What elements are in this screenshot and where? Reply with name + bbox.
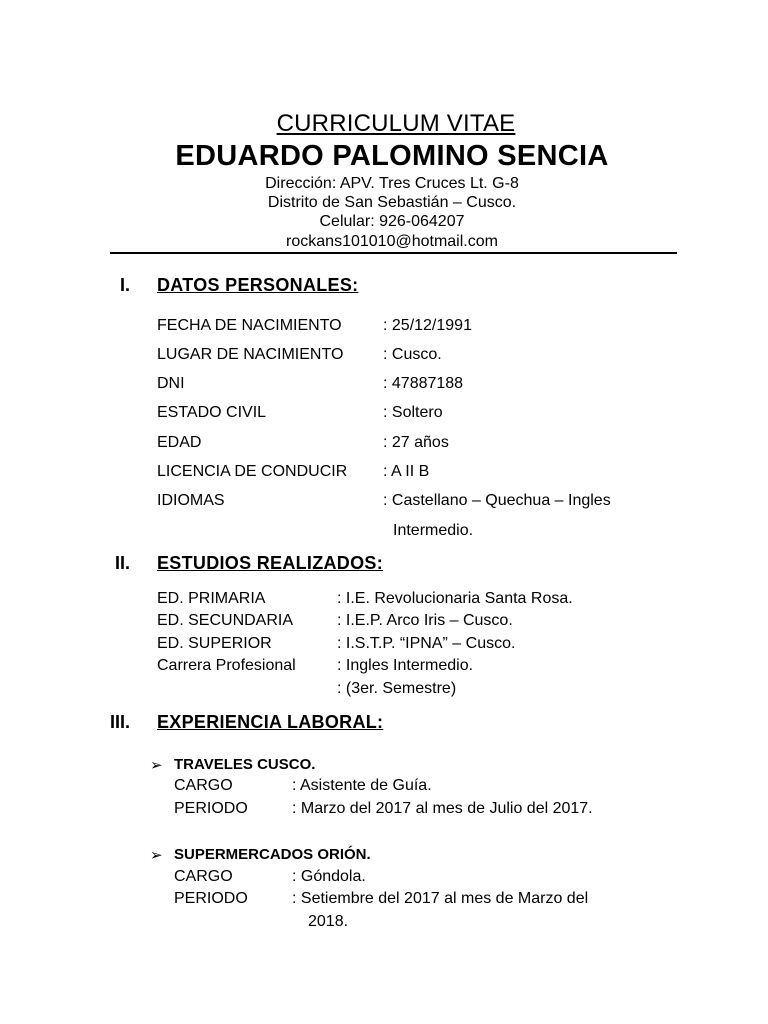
- document-title: CURRICULUM VITAE: [276, 110, 516, 137]
- personal-value: : 25/12/1991: [383, 317, 472, 334]
- job-periodo-continuation: 2018.: [308, 913, 349, 930]
- job-company: TRAVELES CUSCO.: [174, 756, 316, 773]
- personal-value: : Cusco.: [383, 346, 442, 363]
- arrow-bullet-icon: ➢: [150, 757, 163, 774]
- candidate-name: EDUARDO PALOMINO SENCIA: [175, 140, 609, 172]
- personal-value: : Soltero: [383, 404, 443, 421]
- job-cargo-value: : Asistente de Guía.: [292, 777, 432, 794]
- district-line: Distrito de San Sebastián – Cusco.: [267, 194, 517, 211]
- job-company: SUPERMERCADOS ORIÓN.: [174, 846, 371, 863]
- personal-value: : A II B: [383, 463, 430, 480]
- personal-value: : 47887188: [383, 375, 464, 392]
- section-number-studies: II.: [115, 553, 131, 573]
- job-periodo-value: : Setiembre del 2017 al mes de Marzo del: [292, 890, 589, 907]
- email-line: rockans101010@hotmail.com: [286, 233, 498, 250]
- job-cargo-label: CARGO: [174, 868, 233, 885]
- section-title-personal: DATOS PERSONALES:: [157, 275, 359, 295]
- address-line: Dirección: APV. Tres Cruces Lt. G-8: [265, 175, 519, 192]
- personal-value: : 27 años: [383, 434, 449, 451]
- job-periodo-label: PERIODO: [174, 800, 248, 817]
- job-cargo-label: CARGO: [174, 777, 233, 794]
- section-number-personal: I.: [120, 275, 131, 295]
- job-periodo-label: PERIODO: [174, 890, 248, 907]
- personal-label: LICENCIA DE CONDUCIR: [157, 463, 348, 480]
- studies-label: ED. SUPERIOR: [157, 635, 272, 652]
- personal-label: DNI: [157, 375, 185, 392]
- personal-label: EDAD: [157, 434, 202, 451]
- studies-value: : I.E.P. Arco Iris – Cusco.: [337, 612, 513, 629]
- section-title-experience: EXPERIENCIA LABORAL:: [157, 712, 384, 732]
- arrow-bullet-icon: ➢: [150, 847, 163, 864]
- studies-value: : (3er. Semestre): [337, 680, 457, 697]
- studies-label: ED. SECUNDARIA: [157, 612, 294, 629]
- studies-value: : Ingles Intermedio.: [337, 657, 474, 674]
- studies-value: : I.E. Revolucionaria Santa Rosa.: [337, 590, 573, 607]
- personal-value: : Castellano – Quechua – Ingles: [383, 492, 611, 509]
- section-number-experience: III.: [110, 712, 131, 732]
- section-title-studies: ESTUDIOS REALIZADOS:: [157, 553, 384, 573]
- personal-label: LUGAR DE NACIMIENTO: [157, 346, 344, 363]
- phone-line: Celular: 926-064207: [319, 213, 465, 230]
- personal-label: IDIOMAS: [157, 492, 225, 509]
- job-periodo-value: : Marzo del 2017 al mes de Julio del 2017.: [292, 800, 593, 817]
- personal-value-continuation: Intermedio.: [393, 522, 474, 539]
- studies-label: ED. PRIMARIA: [157, 590, 266, 607]
- job-cargo-value: : Góndola.: [292, 868, 366, 885]
- personal-label: ESTADO CIVIL: [157, 404, 267, 421]
- header-divider: [110, 252, 677, 254]
- studies-label: Carrera Profesional: [157, 657, 296, 674]
- studies-value: : I.S.T.P. “IPNA” – Cusco.: [337, 635, 516, 652]
- personal-label: FECHA DE NACIMIENTO: [157, 317, 342, 334]
